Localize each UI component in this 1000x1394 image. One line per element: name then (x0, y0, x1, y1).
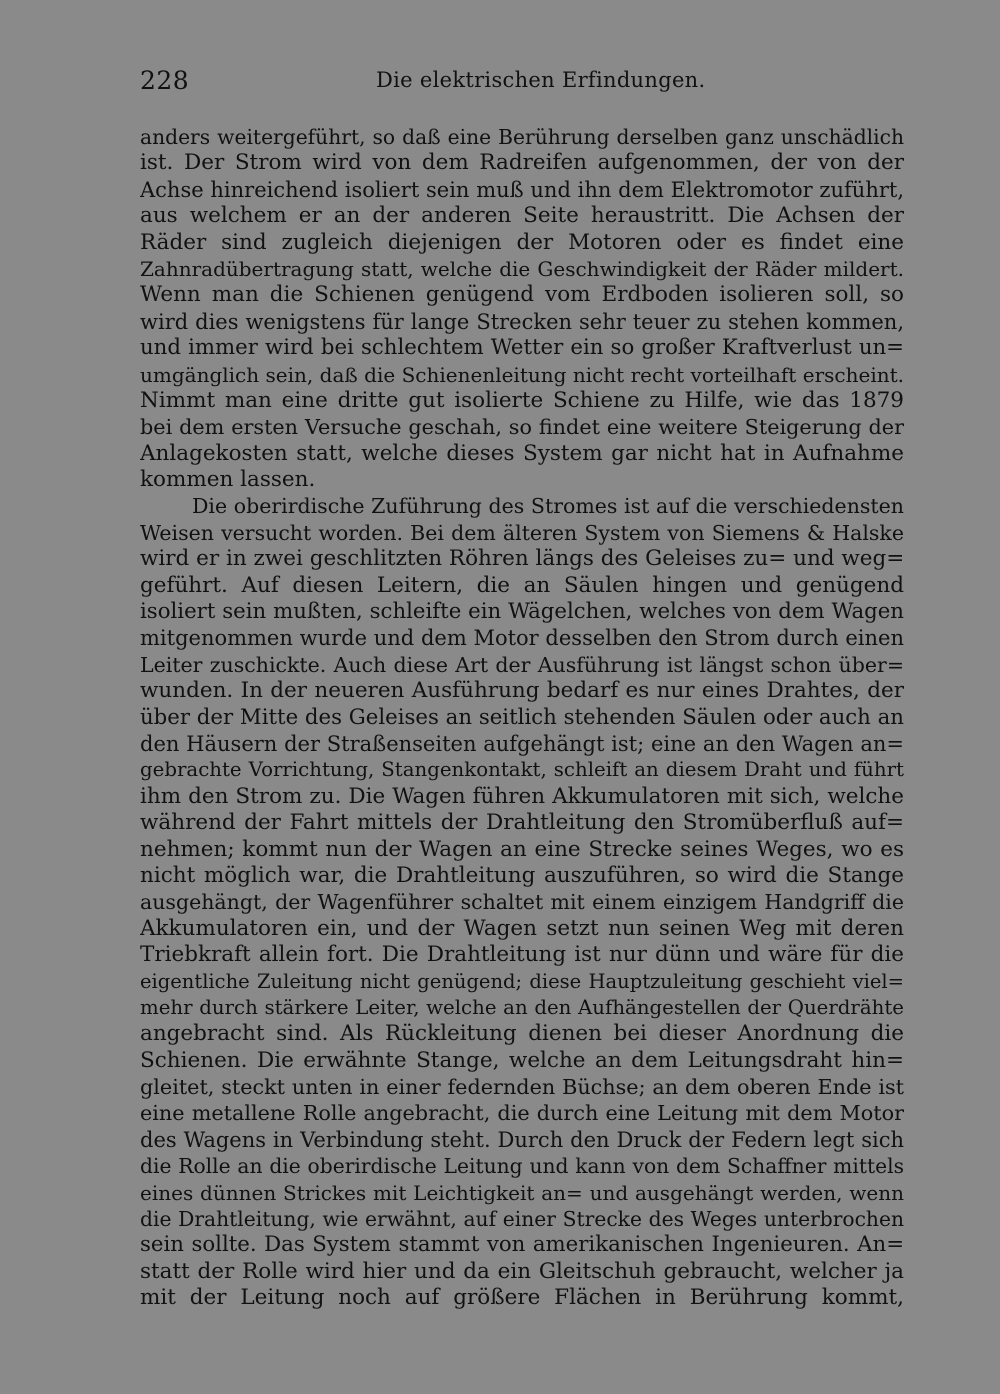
text-line: angebracht sind. Als Rückleitung dienen bei dieser Anordnung die (140, 1021, 904, 1047)
text-line: während der Fahrt mittels der Drahtleitung den Stromüberfluß auf= (140, 810, 904, 836)
text-line: kommen lassen. (140, 467, 316, 493)
text-line: Die oberirdische Zuführung des Stromes ist auf die verschiedensten (192, 494, 904, 519)
text-line: Triebkraft allein fort. Die Drahtleitung ist nur dünn und wäre für die (140, 942, 904, 968)
text-line: Anlagekosten statt, welche dieses System gar nicht hat in Aufnahme (140, 440, 904, 466)
text-line: sein sollte. Das System stammt von amerikanischen Ingenieuren. An= (140, 1232, 904, 1258)
text-line: den Häusern der Straßenseiten aufgehängt ist; eine an den Wagen an= (140, 731, 904, 756)
text-line: mit der Leitung noch auf größere Flächen in Berührung kommt, (140, 1285, 904, 1311)
text-line: Zahnradübertragung statt, welche die Geschwindigkeit der Räder mildert. (140, 256, 904, 281)
text-line: anders weitergeführt, so daß eine Berührung derselben ganz unschädlich (140, 125, 904, 149)
body-text (140, 124, 904, 1312)
text-line: wird er in zwei geschlitzten Röhren längs des Geleises zu= und weg= (140, 546, 904, 572)
text-line: nehmen; kommt nun der Wagen an eine Strecke seines Weges, wo es (140, 836, 904, 862)
text-line: umgänglich sein, daß die Schienenleitung nicht recht vorteilhaft erscheint. (140, 362, 904, 387)
text-line: ausgehängt, der Wagenführer schaltet mit einem einzigem Handgriff die (140, 890, 904, 915)
text-line: aus welchem er an der anderen Seite heraustritt. Die Achsen der (140, 203, 904, 229)
text-line: mehr durch stärkere Leiter, welche an den Aufhängestellen der Querdrähte (140, 995, 904, 1019)
text-line: bei dem ersten Versuche geschah, so findet eine weitere Steigerung der (140, 415, 904, 440)
text-line: eines dünnen Strickes mit Leichtigkeit an= und ausgehängt werden, wenn (140, 1180, 904, 1205)
text-line: nicht möglich war, die Drahtleitung auszuführen, so wird die Stange (140, 862, 904, 888)
text-line: statt der Rolle wird hier und da ein Gleitschuh gebraucht, welcher ja (140, 1258, 904, 1284)
text-line: gebrachte Vorrichtung, Stangenkontakt, schleift an diesem Draht und führt (140, 758, 904, 782)
text-line: Akkumulatoren ein, und der Wagen setzt nun seinen Weg mit deren (140, 915, 904, 941)
text-line: des Wagens in Verbindung steht. Durch den Druck der Federn legt sich (140, 1127, 904, 1152)
text-line: wunden. In der neueren Ausführung bedarf es nur eines Drahtes, der (140, 678, 904, 704)
text-line: mitgenommen wurde und dem Motor desselben den Strom durch einen (140, 626, 904, 651)
text-line: über der Mitte des Geleises an seitlich stehenden Säulen oder auch an (140, 704, 904, 730)
running-head: Die elektrischen Erfindungen. (376, 68, 706, 92)
text-line: Leiter zuschickte. Auch diese Art der Ausführung ist längst schon über= (140, 652, 904, 677)
text-line: Nimmt man eine dritte gut isolierte Schiene zu Hilfe, wie das 1879 (140, 387, 904, 413)
text-line: Schienen. Die erwähnte Stange, welche an dem Leitungsdraht hin= (140, 1047, 904, 1073)
text-line: ist. Der Strom wird von dem Radreifen aufgenommen, der von der (140, 150, 904, 176)
page-number: 228 (140, 66, 190, 95)
text-line: Räder sind zugleich diejenigen der Motoren oder es findet eine (140, 229, 904, 255)
text-line: geführt. Auf diesen Leitern, die an Säulen hingen und genügend (140, 572, 904, 598)
text-line: die Rolle an die oberirdische Leitung und kann von dem Schaffner mittels (140, 1154, 904, 1179)
text-line: gleitet, steckt unten in einer federnden Büchse; an dem oberen Ende ist (140, 1075, 904, 1100)
text-line: Weisen versucht worden. Bei dem älteren System von Siemens & Halske (140, 520, 904, 545)
page-header (140, 62, 904, 102)
text-line: ihm den Strom zu. Die Wagen führen Akkumulatoren mit sich, welche (140, 783, 904, 809)
text-line: eigentliche Zuleitung nicht genügend; diese Hauptzuleitung geschieht viel= (140, 969, 904, 993)
text-line: und immer wird bei schlechtem Wetter ein so großer Kraftverlust un= (140, 335, 904, 361)
text-line: Wenn man die Schienen genügend vom Erdboden isolieren soll, so (140, 282, 904, 308)
text-line: die Drahtleitung, wie erwähnt, auf einer Strecke des Weges unterbrochen (140, 1207, 904, 1232)
text-line: Achse hinreichend isoliert sein muß und ihn dem Elektromotor zuführt, (140, 177, 904, 202)
text-line: eine metallene Rolle angebracht, die durch eine Leitung mit dem Motor (140, 1101, 904, 1126)
text-line: wird dies wenigstens für lange Strecken sehr teuer zu stehen kommen, (140, 309, 904, 334)
text-line: isoliert sein mußten, schleifte ein Wägelchen, welches von dem Wagen (140, 599, 904, 625)
